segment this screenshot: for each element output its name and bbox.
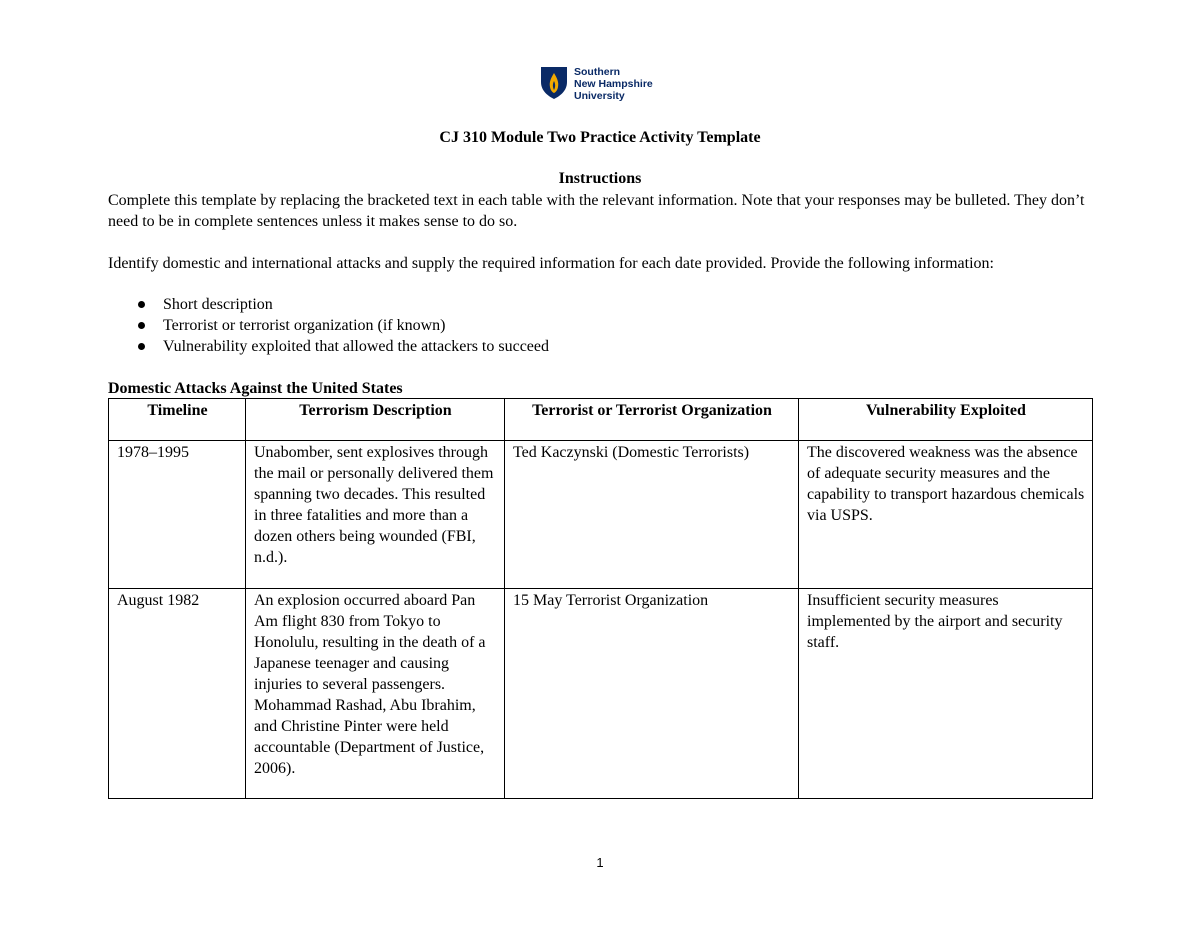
header-vulnerability: Vulnerability Exploited <box>799 399 1093 441</box>
bullet-item: Terrorist or terrorist organization (if known) <box>108 315 549 336</box>
snhu-logo <box>540 66 653 102</box>
table-row <box>109 589 1093 799</box>
table-row <box>109 441 1093 589</box>
bullet-item: Vulnerability exploited that allowed the attackers to succeed <box>108 336 549 357</box>
cell-description: An explosion occurred aboard Pan Am flight 830 from Tokyo to Honolulu, resulting in the death of a Japanese teenager and causing injuries to several passengers. Mohammad Rashad, Abu Ibrahim, and Christine Pinter were held accountable (Department of Justice, 2006). <box>246 589 505 799</box>
cell-timeline: 1978–1995 <box>109 441 246 589</box>
identify-paragraph: Identify domestic and international attacks and supply the required information for each date provided. Provide the following information: <box>108 255 994 272</box>
shield-flame-icon <box>540 66 568 100</box>
cell-vulnerability: The discovered weakness was the absence of adequate security measures and the capability to transport hazardous chemicals via USPS. <box>799 441 1093 589</box>
instructions-paragraph: Complete this template by replacing the bracketed text in each table with the relevant information. Note that your responses may be bulleted. They don’t need to be in complete sentences unless it makes sense to do so. <box>108 192 1085 230</box>
instructions-heading: Instructions <box>558 170 642 187</box>
cell-timeline: August 1982 <box>109 589 246 799</box>
header-timeline: Timeline <box>109 399 246 441</box>
cell-vulnerability: Insufficient security measures implemented by the airport and security staff. <box>799 589 1093 799</box>
header-description: Terrorism Description <box>246 399 505 441</box>
cell-description: Unabomber, sent explosives through the mail or personally delivered them spanning two decades. This resulted in three fatalities and more than a dozen others being wounded (FBI, n.d.). <box>246 441 505 589</box>
page-number: 1 <box>596 855 604 870</box>
logo-line-2: New Hampshire <box>574 78 653 90</box>
table-header-row <box>109 399 1093 441</box>
header-terrorist: Terrorist or Terrorist Organization <box>505 399 799 441</box>
bullet-item: Short description <box>108 294 549 315</box>
document-title: CJ 310 Module Two Practice Activity Template <box>439 129 761 146</box>
cell-terrorist: 15 May Terrorist Organization <box>505 589 799 799</box>
cell-terrorist: Ted Kaczynski (Domestic Terrorists) <box>505 441 799 589</box>
logo-line-3: University <box>574 90 625 102</box>
logo-line-1: Southern <box>574 66 621 78</box>
info-bullet-list <box>108 294 549 357</box>
logo-wordmark <box>574 66 653 102</box>
table-title: Domestic Attacks Against the United States <box>108 380 403 397</box>
domestic-attacks-table <box>108 398 1093 799</box>
